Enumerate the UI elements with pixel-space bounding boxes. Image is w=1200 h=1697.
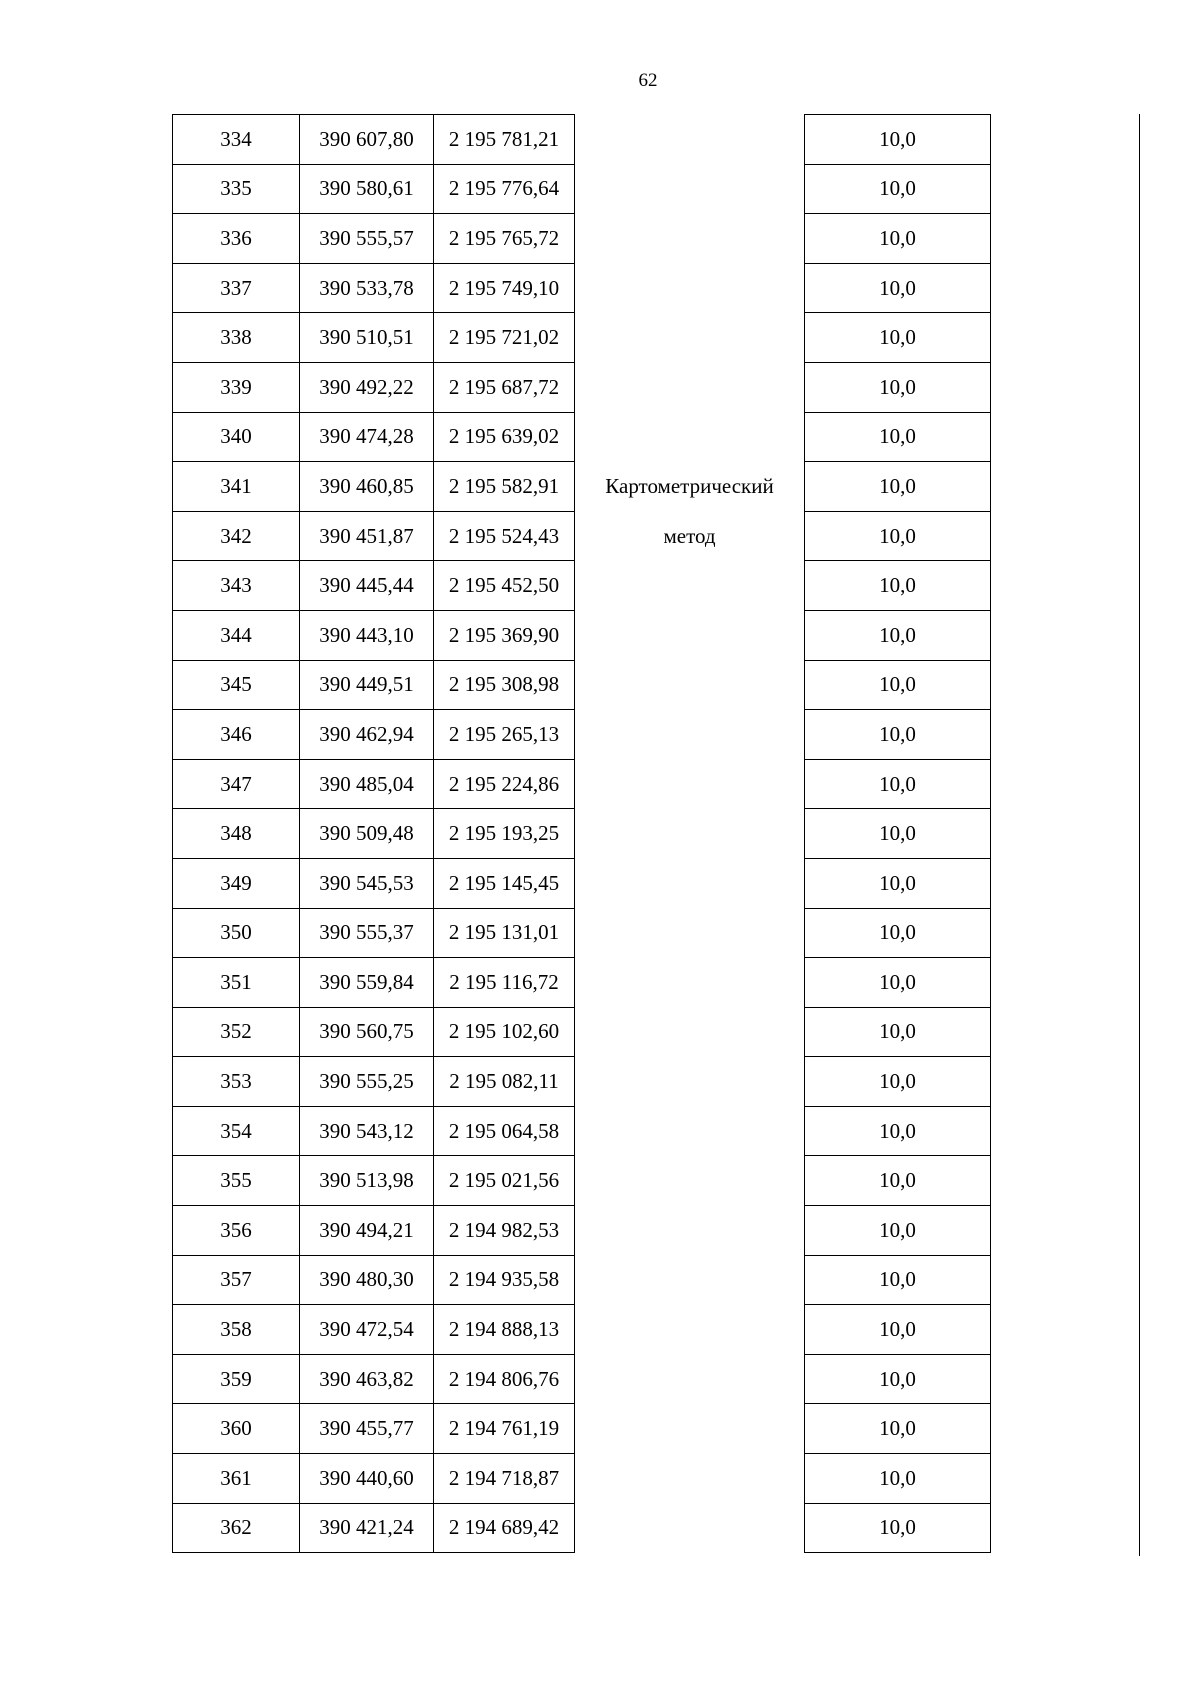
y-coordinate-cell: 2 195 193,25 <box>434 809 575 859</box>
point-number-cell: 359 <box>173 1354 300 1404</box>
blank-cell <box>991 1255 1134 1305</box>
table-row <box>173 561 1134 611</box>
accuracy-cell: 10,0 <box>805 313 991 363</box>
x-coordinate-cell: 390 421,24 <box>300 1503 434 1553</box>
table-row <box>173 1106 1134 1156</box>
blank-cell <box>991 1454 1134 1504</box>
x-coordinate-cell: 390 580,61 <box>300 164 434 214</box>
x-coordinate-cell: 390 460,85 <box>300 462 434 512</box>
x-coordinate-cell: 390 492,22 <box>300 362 434 412</box>
point-number-cell: 362 <box>173 1503 300 1553</box>
blank-cell <box>991 1354 1134 1404</box>
table-row <box>173 412 1134 462</box>
point-number-cell: 358 <box>173 1305 300 1355</box>
point-number-cell: 353 <box>173 1057 300 1107</box>
right-margin-rule <box>1139 114 1140 1556</box>
table-row <box>173 710 1134 760</box>
y-coordinate-cell: 2 195 116,72 <box>434 958 575 1008</box>
x-coordinate-cell: 390 555,57 <box>300 214 434 264</box>
x-coordinate-cell: 390 445,44 <box>300 561 434 611</box>
method-cell <box>575 1255 805 1305</box>
blank-cell <box>991 710 1134 760</box>
method-cell <box>575 1007 805 1057</box>
blank-cell <box>991 908 1134 958</box>
table-row <box>173 164 1134 214</box>
accuracy-cell: 10,0 <box>805 214 991 264</box>
accuracy-cell: 10,0 <box>805 1156 991 1206</box>
method-cell <box>575 1354 805 1404</box>
y-coordinate-cell: 2 195 102,60 <box>434 1007 575 1057</box>
method-cell <box>575 908 805 958</box>
x-coordinate-cell: 390 510,51 <box>300 313 434 363</box>
method-cell <box>575 1305 805 1355</box>
y-coordinate-cell: 2 194 888,13 <box>434 1305 575 1355</box>
x-coordinate-cell: 390 474,28 <box>300 412 434 462</box>
y-coordinate-cell: 2 195 687,72 <box>434 362 575 412</box>
point-number-cell: 339 <box>173 362 300 412</box>
accuracy-cell: 10,0 <box>805 1206 991 1256</box>
accuracy-cell: 10,0 <box>805 412 991 462</box>
table-row <box>173 759 1134 809</box>
point-number-cell: 360 <box>173 1404 300 1454</box>
accuracy-cell: 10,0 <box>805 1305 991 1355</box>
point-number-cell: 341 <box>173 462 300 512</box>
method-cell <box>575 511 805 561</box>
point-number-cell: 342 <box>173 511 300 561</box>
blank-cell <box>991 1503 1134 1553</box>
accuracy-cell: 10,0 <box>805 809 991 859</box>
y-coordinate-cell: 2 195 308,98 <box>434 660 575 710</box>
method-cell <box>575 858 805 908</box>
point-number-cell: 335 <box>173 164 300 214</box>
method-cell <box>575 1503 805 1553</box>
accuracy-cell: 10,0 <box>805 858 991 908</box>
point-number-cell: 336 <box>173 214 300 264</box>
x-coordinate-cell: 390 607,80 <box>300 115 434 165</box>
y-coordinate-cell: 2 195 524,43 <box>434 511 575 561</box>
y-coordinate-cell: 2 195 781,21 <box>434 115 575 165</box>
method-cell <box>575 164 805 214</box>
y-coordinate-cell: 2 195 021,56 <box>434 1156 575 1206</box>
x-coordinate-cell: 390 545,53 <box>300 858 434 908</box>
blank-cell <box>991 214 1134 264</box>
method-cell <box>575 1206 805 1256</box>
y-coordinate-cell: 2 195 721,02 <box>434 313 575 363</box>
y-coordinate-cell: 2 194 982,53 <box>434 1206 575 1256</box>
method-label-line1: Картометрический <box>605 473 774 498</box>
x-coordinate-cell: 390 463,82 <box>300 1354 434 1404</box>
accuracy-cell: 10,0 <box>805 1106 991 1156</box>
y-coordinate-cell: 2 195 452,50 <box>434 561 575 611</box>
point-number-cell: 344 <box>173 610 300 660</box>
point-number-cell: 338 <box>173 313 300 363</box>
method-cell <box>575 1106 805 1156</box>
accuracy-cell: 10,0 <box>805 1503 991 1553</box>
method-cell <box>575 958 805 1008</box>
x-coordinate-cell: 390 555,25 <box>300 1057 434 1107</box>
blank-cell <box>991 1206 1134 1256</box>
coordinates-table <box>172 114 1134 1553</box>
point-number-cell: 337 <box>173 263 300 313</box>
y-coordinate-cell: 2 194 761,19 <box>434 1404 575 1454</box>
point-number-cell: 349 <box>173 858 300 908</box>
method-label-line2: метод <box>663 523 716 548</box>
accuracy-cell: 10,0 <box>805 263 991 313</box>
accuracy-cell: 10,0 <box>805 908 991 958</box>
accuracy-cell: 10,0 <box>805 1354 991 1404</box>
method-cell <box>575 710 805 760</box>
y-coordinate-cell: 2 195 145,45 <box>434 858 575 908</box>
point-number-cell: 345 <box>173 660 300 710</box>
blank-cell <box>991 1057 1134 1107</box>
table-row <box>173 1255 1134 1305</box>
table-row <box>173 958 1134 1008</box>
x-coordinate-cell: 390 440,60 <box>300 1454 434 1504</box>
method-cell <box>575 1454 805 1504</box>
blank-cell <box>991 511 1134 561</box>
y-coordinate-cell: 2 195 639,02 <box>434 412 575 462</box>
blank-cell <box>991 462 1134 512</box>
blank-cell <box>991 1156 1134 1206</box>
point-number-cell: 343 <box>173 561 300 611</box>
x-coordinate-cell: 390 449,51 <box>300 660 434 710</box>
accuracy-cell: 10,0 <box>805 1007 991 1057</box>
x-coordinate-cell: 390 472,54 <box>300 1305 434 1355</box>
x-coordinate-cell: 390 485,04 <box>300 759 434 809</box>
x-coordinate-cell: 390 494,21 <box>300 1206 434 1256</box>
method-cell <box>575 462 805 512</box>
accuracy-cell: 10,0 <box>805 958 991 1008</box>
accuracy-cell: 10,0 <box>805 660 991 710</box>
page-number: 62 <box>638 70 658 91</box>
table-row <box>173 809 1134 859</box>
accuracy-cell: 10,0 <box>805 1057 991 1107</box>
table-row <box>173 1454 1134 1504</box>
x-coordinate-cell: 390 509,48 <box>300 809 434 859</box>
point-number-cell: 351 <box>173 958 300 1008</box>
point-number-cell: 346 <box>173 710 300 760</box>
table-row <box>173 1354 1134 1404</box>
point-number-cell: 352 <box>173 1007 300 1057</box>
point-number-cell: 361 <box>173 1454 300 1504</box>
table-row <box>173 263 1134 313</box>
method-cell <box>575 115 805 165</box>
point-number-cell: 354 <box>173 1106 300 1156</box>
table-row <box>173 511 1134 561</box>
table-row <box>173 908 1134 958</box>
table-row <box>173 1007 1134 1057</box>
y-coordinate-cell: 2 195 582,91 <box>434 462 575 512</box>
table-row <box>173 115 1134 165</box>
method-cell <box>575 1156 805 1206</box>
blank-cell <box>991 1305 1134 1355</box>
table-row <box>173 660 1134 710</box>
point-number-cell: 350 <box>173 908 300 958</box>
blank-cell <box>991 313 1134 363</box>
y-coordinate-cell: 2 194 806,76 <box>434 1354 575 1404</box>
method-cell <box>575 610 805 660</box>
method-cell <box>575 809 805 859</box>
accuracy-cell: 10,0 <box>805 164 991 214</box>
method-cell <box>575 362 805 412</box>
blank-cell <box>991 858 1134 908</box>
point-number-cell: 355 <box>173 1156 300 1206</box>
blank-cell <box>991 263 1134 313</box>
table-row <box>173 1057 1134 1107</box>
x-coordinate-cell: 390 451,87 <box>300 511 434 561</box>
table-row <box>173 462 1134 512</box>
table-row <box>173 1305 1134 1355</box>
accuracy-cell: 10,0 <box>805 610 991 660</box>
point-number-cell: 348 <box>173 809 300 859</box>
x-coordinate-cell: 390 455,77 <box>300 1404 434 1454</box>
blank-cell <box>991 1007 1134 1057</box>
method-cell <box>575 759 805 809</box>
blank-cell <box>991 412 1134 462</box>
accuracy-cell: 10,0 <box>805 759 991 809</box>
accuracy-cell: 10,0 <box>805 1404 991 1454</box>
point-number-cell: 340 <box>173 412 300 462</box>
blank-cell <box>991 958 1134 1008</box>
x-coordinate-cell: 390 555,37 <box>300 908 434 958</box>
x-coordinate-cell: 390 443,10 <box>300 610 434 660</box>
table-row <box>173 858 1134 908</box>
accuracy-cell: 10,0 <box>805 1255 991 1305</box>
y-coordinate-cell: 2 195 265,13 <box>434 710 575 760</box>
table-row <box>173 1503 1134 1553</box>
method-cell <box>575 1404 805 1454</box>
point-number-cell: 356 <box>173 1206 300 1256</box>
y-coordinate-cell: 2 195 131,01 <box>434 908 575 958</box>
table-row <box>173 1206 1134 1256</box>
method-cell <box>575 412 805 462</box>
blank-cell <box>991 809 1134 859</box>
point-number-cell: 357 <box>173 1255 300 1305</box>
method-cell <box>575 214 805 264</box>
accuracy-cell: 10,0 <box>805 362 991 412</box>
accuracy-cell: 10,0 <box>805 1454 991 1504</box>
method-cell <box>575 263 805 313</box>
blank-cell <box>991 759 1134 809</box>
table-row <box>173 1156 1134 1206</box>
coordinates-table-body <box>173 115 1134 1553</box>
y-coordinate-cell: 2 195 082,11 <box>434 1057 575 1107</box>
y-coordinate-cell: 2 195 765,72 <box>434 214 575 264</box>
x-coordinate-cell: 390 513,98 <box>300 1156 434 1206</box>
blank-cell <box>991 115 1134 165</box>
point-number-cell: 347 <box>173 759 300 809</box>
y-coordinate-cell: 2 195 776,64 <box>434 164 575 214</box>
y-coordinate-cell: 2 194 718,87 <box>434 1454 575 1504</box>
blank-cell <box>991 561 1134 611</box>
table-row <box>173 1404 1134 1454</box>
y-coordinate-cell: 2 194 935,58 <box>434 1255 575 1305</box>
accuracy-cell: 10,0 <box>805 115 991 165</box>
x-coordinate-cell: 390 543,12 <box>300 1106 434 1156</box>
blank-cell <box>991 1404 1134 1454</box>
table-row <box>173 362 1134 412</box>
accuracy-cell: 10,0 <box>805 462 991 512</box>
method-cell <box>575 313 805 363</box>
x-coordinate-cell: 390 559,84 <box>300 958 434 1008</box>
x-coordinate-cell: 390 462,94 <box>300 710 434 760</box>
y-coordinate-cell: 2 195 749,10 <box>434 263 575 313</box>
accuracy-cell: 10,0 <box>805 511 991 561</box>
x-coordinate-cell: 390 480,30 <box>300 1255 434 1305</box>
blank-cell <box>991 660 1134 710</box>
y-coordinate-cell: 2 195 064,58 <box>434 1106 575 1156</box>
y-coordinate-cell: 2 195 224,86 <box>434 759 575 809</box>
method-cell <box>575 561 805 611</box>
x-coordinate-cell: 390 560,75 <box>300 1007 434 1057</box>
blank-cell <box>991 362 1134 412</box>
y-coordinate-cell: 2 195 369,90 <box>434 610 575 660</box>
blank-cell <box>991 610 1134 660</box>
point-number-cell: 334 <box>173 115 300 165</box>
table-row <box>173 214 1134 264</box>
accuracy-cell: 10,0 <box>805 561 991 611</box>
blank-cell <box>991 1106 1134 1156</box>
blank-cell <box>991 164 1134 214</box>
table-row <box>173 313 1134 363</box>
accuracy-cell: 10,0 <box>805 710 991 760</box>
method-cell <box>575 1057 805 1107</box>
y-coordinate-cell: 2 194 689,42 <box>434 1503 575 1553</box>
method-cell <box>575 660 805 710</box>
table-row <box>173 610 1134 660</box>
x-coordinate-cell: 390 533,78 <box>300 263 434 313</box>
